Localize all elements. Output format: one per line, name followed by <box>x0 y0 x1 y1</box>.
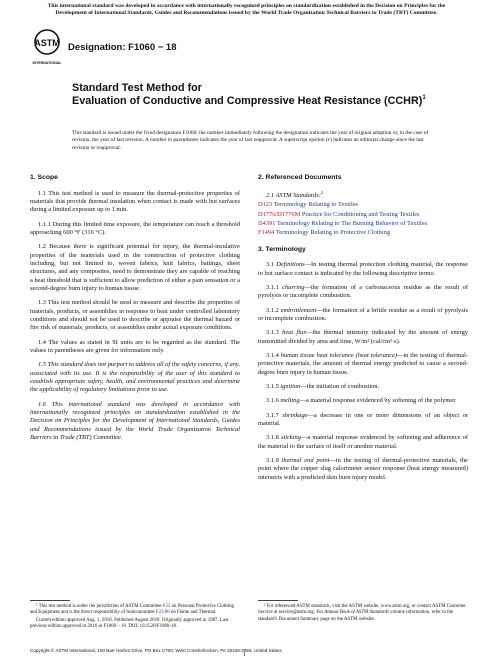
footnote-rule <box>258 600 298 601</box>
section-heading-referenced-documents: 2. Referenced Documents <box>258 174 342 181</box>
title-main: Evaluation of Conductive and Compressive Heat Resistance (CCHR)$^1$ <box>72 94 426 107</box>
term-definition: 3.1.5 ignition—the initiation of combustion. <box>266 383 380 391</box>
reference-title[interactable]: Terminology Relating to Protective Clothing <box>275 229 391 237</box>
paragraph-1-1: 1.1 This test method is used to measure the thermal-protective properties of materials that provide thermal insulation when contact is made with hot surfaces during a limited exposure up to 1 min. <box>30 189 240 214</box>
reference-title[interactable]: Terminology Relating to The Burning Behavior of Textiles <box>276 219 428 227</box>
tbt-notice: This international standard was developed in accordance with internationally recognized principles on standardization established in the Decision on Principles for the Development of International Standards, Guides and Recommendations issued by the World Trade Organization Technical Barriers to Trade (TBT) Committee. <box>47 3 446 16</box>
paragraph-1-3: 1.3 This test method should be used to measure and describe the properties of materials, products, or assemblies in response to heat under controlled laboratory conditions and should not be used to describe or appraise the thermal hazard or fire risk of materials, products, or assemblies under actual exposure conditions. <box>30 299 240 332</box>
designation: Designation: F1060 − 18 <box>68 42 177 53</box>
footnote-2: ² For referenced ASTM standards, visit the ASTM website, www.astm.org, or contact ASTM Customer Service at service@astm.org. For Annual Book of ASTM Standards volume information, refer to the standard's Document Summary page on the ASTM website. <box>258 596 468 623</box>
right-column <box>258 172 468 488</box>
committee-link[interactable]: F23 <box>162 604 171 609</box>
reference-item[interactable] <box>258 220 468 228</box>
paragraph-3-1: 3.1 Definitions—In testing thermal protection clothing material, the response to hot surface contact is indicated by the following descriptive terms: <box>258 261 468 277</box>
issued-note: This standard is issued under the fixed designation F1060; the number immediately following the designation indicates the year of original adoption or, in the case of revision, the year of last revision. A number in parentheses indicates the year of last reapproval. A superscript epsilon (ε) indicates an editorial change since the last revision or reapproval. <box>72 130 429 151</box>
term-definition: 3.1.6 melting—a material response evidenced by softening of the polymer. <box>266 397 457 405</box>
page-number: 1 <box>243 652 246 658</box>
copyright: Copyright © ASTM International, 100 Barr Harbor Drive, PO Box C700, West Conshohocken, PA 19428-2959. United States <box>30 648 282 653</box>
term-definition: 3.1.8 sticking—a material response evidenced by softening and adherence of the material to the surface of itself or another material. <box>258 434 468 450</box>
reference-title[interactable]: Practice for Conditioning and Testing Textiles <box>301 210 420 218</box>
reference-item[interactable] <box>258 201 468 209</box>
svg-text:ASTM: ASTM <box>34 38 60 48</box>
title-block <box>72 82 432 108</box>
edition-note: Current edition approved Aug. 1, 2018. Published August 2018. Originally approved in 1987. Last previous edition approved in 2016 as F1060 – 16. DOI: 10.1520/F1060-18. <box>30 617 229 630</box>
reference-code[interactable]: D4391 <box>258 219 276 227</box>
section-heading-terminology: 3. Terminology <box>258 245 306 253</box>
title-kicker: Standard Test Method for <box>72 82 202 94</box>
reference-item[interactable] <box>258 229 468 237</box>
paragraph-1-2: 1.2 Because there is significant potential for injury, the thermal-insulative properties of the materials used in the construction of protective clothing including, but not limited to, woven fabrics, knit fabrics, battings, sheet structures, and any composites, need to demonstrate they are capable of reaching a heat threshold that is sufficient to allow prediction of either a pain sensation or a second-degree burn injury to human tissue. <box>30 243 240 293</box>
paragraph-1-1-1: 1.1.1 During this limited time exposure, the temperature can reach a threshold approaching 600 °F (316 °C). <box>30 220 240 237</box>
footnote-rule <box>30 600 70 601</box>
term-definition: 3.1.3 heat flux—the thermal intensity indicated by the amount of energy transmitted divided by area and time, W/m² (cal/cm²·s). <box>258 329 468 345</box>
term-list <box>258 284 468 482</box>
term-definition: 3.1.7 shrinkage—a decrease in one or more dimensions of an object or material. <box>258 411 468 428</box>
refs-intro: 2.1 ASTM Standards:$^2$ <box>266 189 324 199</box>
term-definition: 3.1.1 charring—the formation of a carbonaceous residue as the result of pyrolysis or incomplete combustion. <box>258 284 468 300</box>
reference-list <box>258 201 468 237</box>
section-heading-scope: 1. Scope <box>30 174 58 181</box>
paragraph-1-6: 1.6 This international standard was developed in accordance with internationally recognized principles on standardization established in the Decision on Principles for the Development of International Standards, Guides and Recommendations issued by the World Trade Organization Technical Barriers to Trade (TBT) Committee. <box>30 400 240 442</box>
reference-code[interactable]: D1776/D1776M <box>258 210 301 218</box>
reference-code[interactable]: F1494 <box>258 229 275 237</box>
left-column <box>30 172 240 448</box>
paragraph-1-4: 1.4 The values as stated in SI units are to be regarded as the standard. The values in parentheses are given for information only. <box>30 338 240 355</box>
astm-logo <box>32 28 62 68</box>
title-footnote-mark: 1 <box>422 94 426 101</box>
reference-title[interactable]: Terminology Relating to Textiles <box>273 201 359 209</box>
reference-item[interactable] <box>258 211 468 219</box>
svg-text:INTERNATIONAL: INTERNATIONAL <box>32 61 62 65</box>
reference-code[interactable]: D123 <box>258 201 273 209</box>
footnote-1: ¹ This test method is under the jurisdiction of ASTM Committee F23 on Personal Protective Clothing and Equipment and is the direct responsibility of Subcommittee F23.80 on Flame and Thermal. Current edition approved Aug. 1, 2018. Published August 2018. Originally approved in 1987. Last previous edition approved in 2016 as F1060 – 16. DOI: 10.1520/F1060-18. <box>30 596 240 631</box>
subcommittee-link[interactable]: F23.80 <box>155 610 170 616</box>
term-definition: 3.1.4 human tissue heat tolerance (heat tolerance)—in the testing of thermal-protective materials, the amount of thermal energy predicted to cause a second-degree burn injury in human tissue. <box>258 352 468 376</box>
term-definition: 3.1.2 embrittlement—the formation of a brittle residue as a result of pyrolysis or incomplete combustion. <box>258 306 468 323</box>
term-definition: 3.1.9 thermal end point—in the testing of thermal-protective materials, the point where the copper slug calorimeter sensor response (heat energy measured) intersects with a predicted skin burn injury model. <box>258 457 468 481</box>
paragraph-1-5: 1.5 This standard does not purport to address all of the safety concerns, if any, associated with its use. It is the responsibility of the user of this standard to establish appropriate safety, health, and environmental practices and determine the applicability of regulatory limitations prior to use. <box>30 361 240 394</box>
